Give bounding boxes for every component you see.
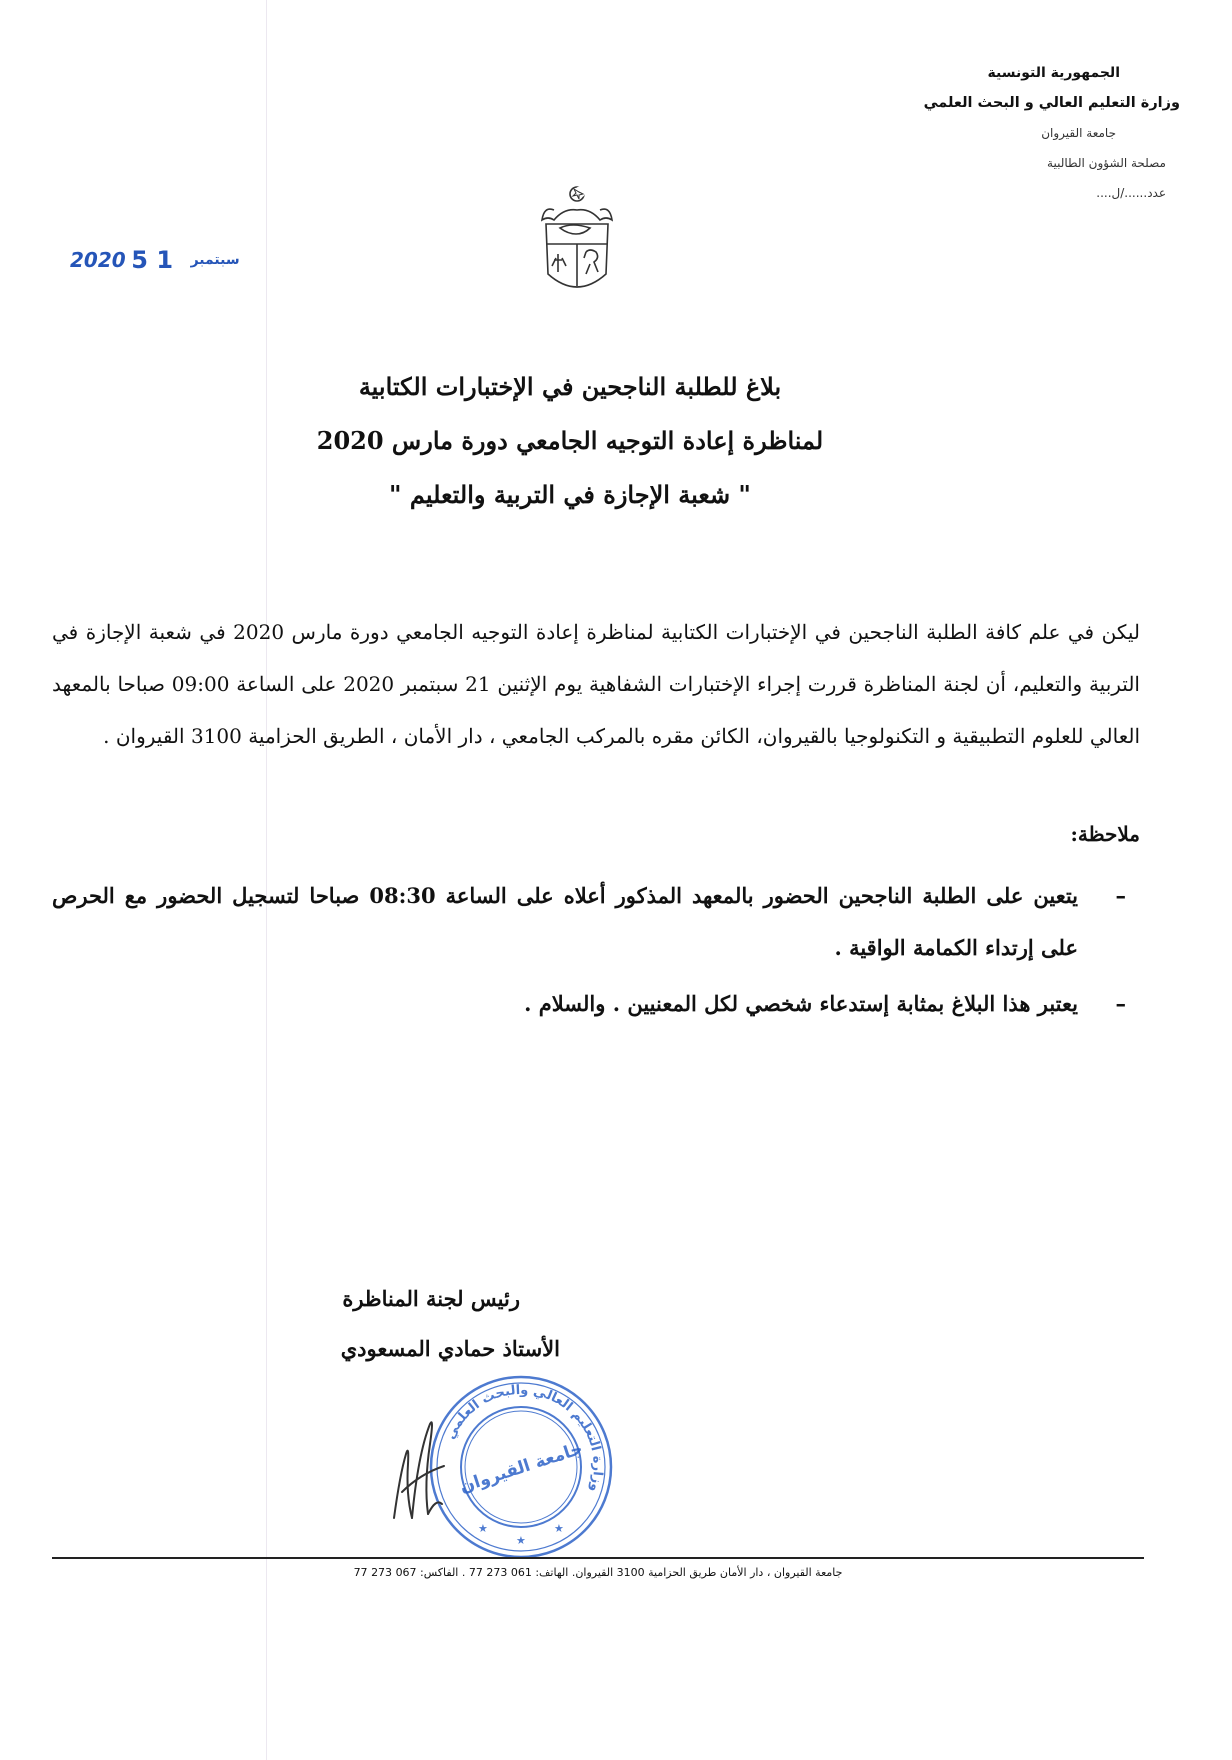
announcement-title — [290, 360, 850, 522]
note-item — [52, 870, 1140, 974]
svg-text:★: ★ — [554, 1522, 564, 1535]
header-service: مصلحة الشؤون الطالبية — [1047, 156, 1166, 170]
title-line-3: " شعبة الإجازة في التربية والتعليم " — [389, 480, 751, 509]
signatory-name: الأستاذ حمادي المسعودي — [340, 1336, 560, 1361]
note-bullet: – — [1115, 991, 1126, 1016]
date-stamp-month: سبتمبر — [190, 252, 240, 268]
announcement-body: ليكن في علم كافة الطلبة الناجحين في الإختبارات الكتابية لمناظرة إعادة التوجيه الجامعي دورة مارس 2020 في شعبة الإجازة في التربية والتعليم، أن لجنة المناظرة قررت إجراء الإختبارات الشفاهية يوم الإثنين 21 سبتمبر 2020 على الساعة 09:00 صباحا بالمعهد العالي للعلوم التطبيقية و التكنولوجيا بالقيروان، الكائن مقره بالمركب الجامعي ، دار الأمان ، الطريق الحزامية 3100 القيروان . — [52, 620, 1140, 748]
footer-divider — [52, 1557, 1144, 1559]
svg-text:★: ★ — [478, 1522, 488, 1535]
tunisia-coat-of-arms-icon — [534, 180, 620, 300]
signatory-title: رئيس لجنة المناظرة — [342, 1286, 520, 1311]
header-university: جامعة القيروان — [1041, 126, 1116, 140]
title-line-2: لمناظرة إعادة التوجيه الجامعي دورة مارس 2020 — [316, 426, 824, 455]
note-bullet: – — [1115, 883, 1126, 908]
notes-list — [52, 870, 1140, 1030]
note-item — [52, 978, 1140, 1030]
header-reference: عدد....../ل.... — [1096, 186, 1166, 200]
signature-block — [260, 1274, 560, 1374]
footer-contact: جامعة القيروان ، دار الأمان طريق الحزامية 3100 القيروان. الهاتف: 061 273 77 . الفاكس: 067 273 77 — [353, 1566, 843, 1579]
note-text: يعتبر هذا البلاغ بمثابة إستدعاء شخصي لكل المعنيين . والسلام . — [524, 991, 1078, 1016]
header-ministry: وزارة التعليم العالي و البحث العلمي — [923, 95, 1180, 111]
handwritten-signature — [384, 1414, 450, 1530]
notes-label: ملاحظة: — [1070, 822, 1140, 846]
date-stamp-year: 2020 — [70, 248, 126, 272]
svg-text:★: ★ — [516, 1534, 526, 1547]
university-seal — [426, 1372, 616, 1562]
seal-center-text: جامعة القيروان — [457, 1438, 586, 1498]
seal-ring-textpath: وزارة التعليم العالي والبحث العلمي — [443, 1382, 606, 1494]
title-line-1: بلاغ للطلبة الناجحين في الإختبارات الكتابية — [358, 372, 782, 401]
letterhead — [820, 58, 1180, 208]
note-text: يتعين على الطلبة الناجحين الحضور بالمعهد المذكور أعلاه على الساعة 08:30 صباحا لتسجيل الحضور مع الحرص على إرتداء الكمامة الواقية . — [52, 883, 1079, 960]
header-country: الجمهورية التونسية — [987, 65, 1120, 81]
date-stamp-day: 1 5 — [131, 246, 174, 274]
date-stamp — [70, 246, 250, 274]
